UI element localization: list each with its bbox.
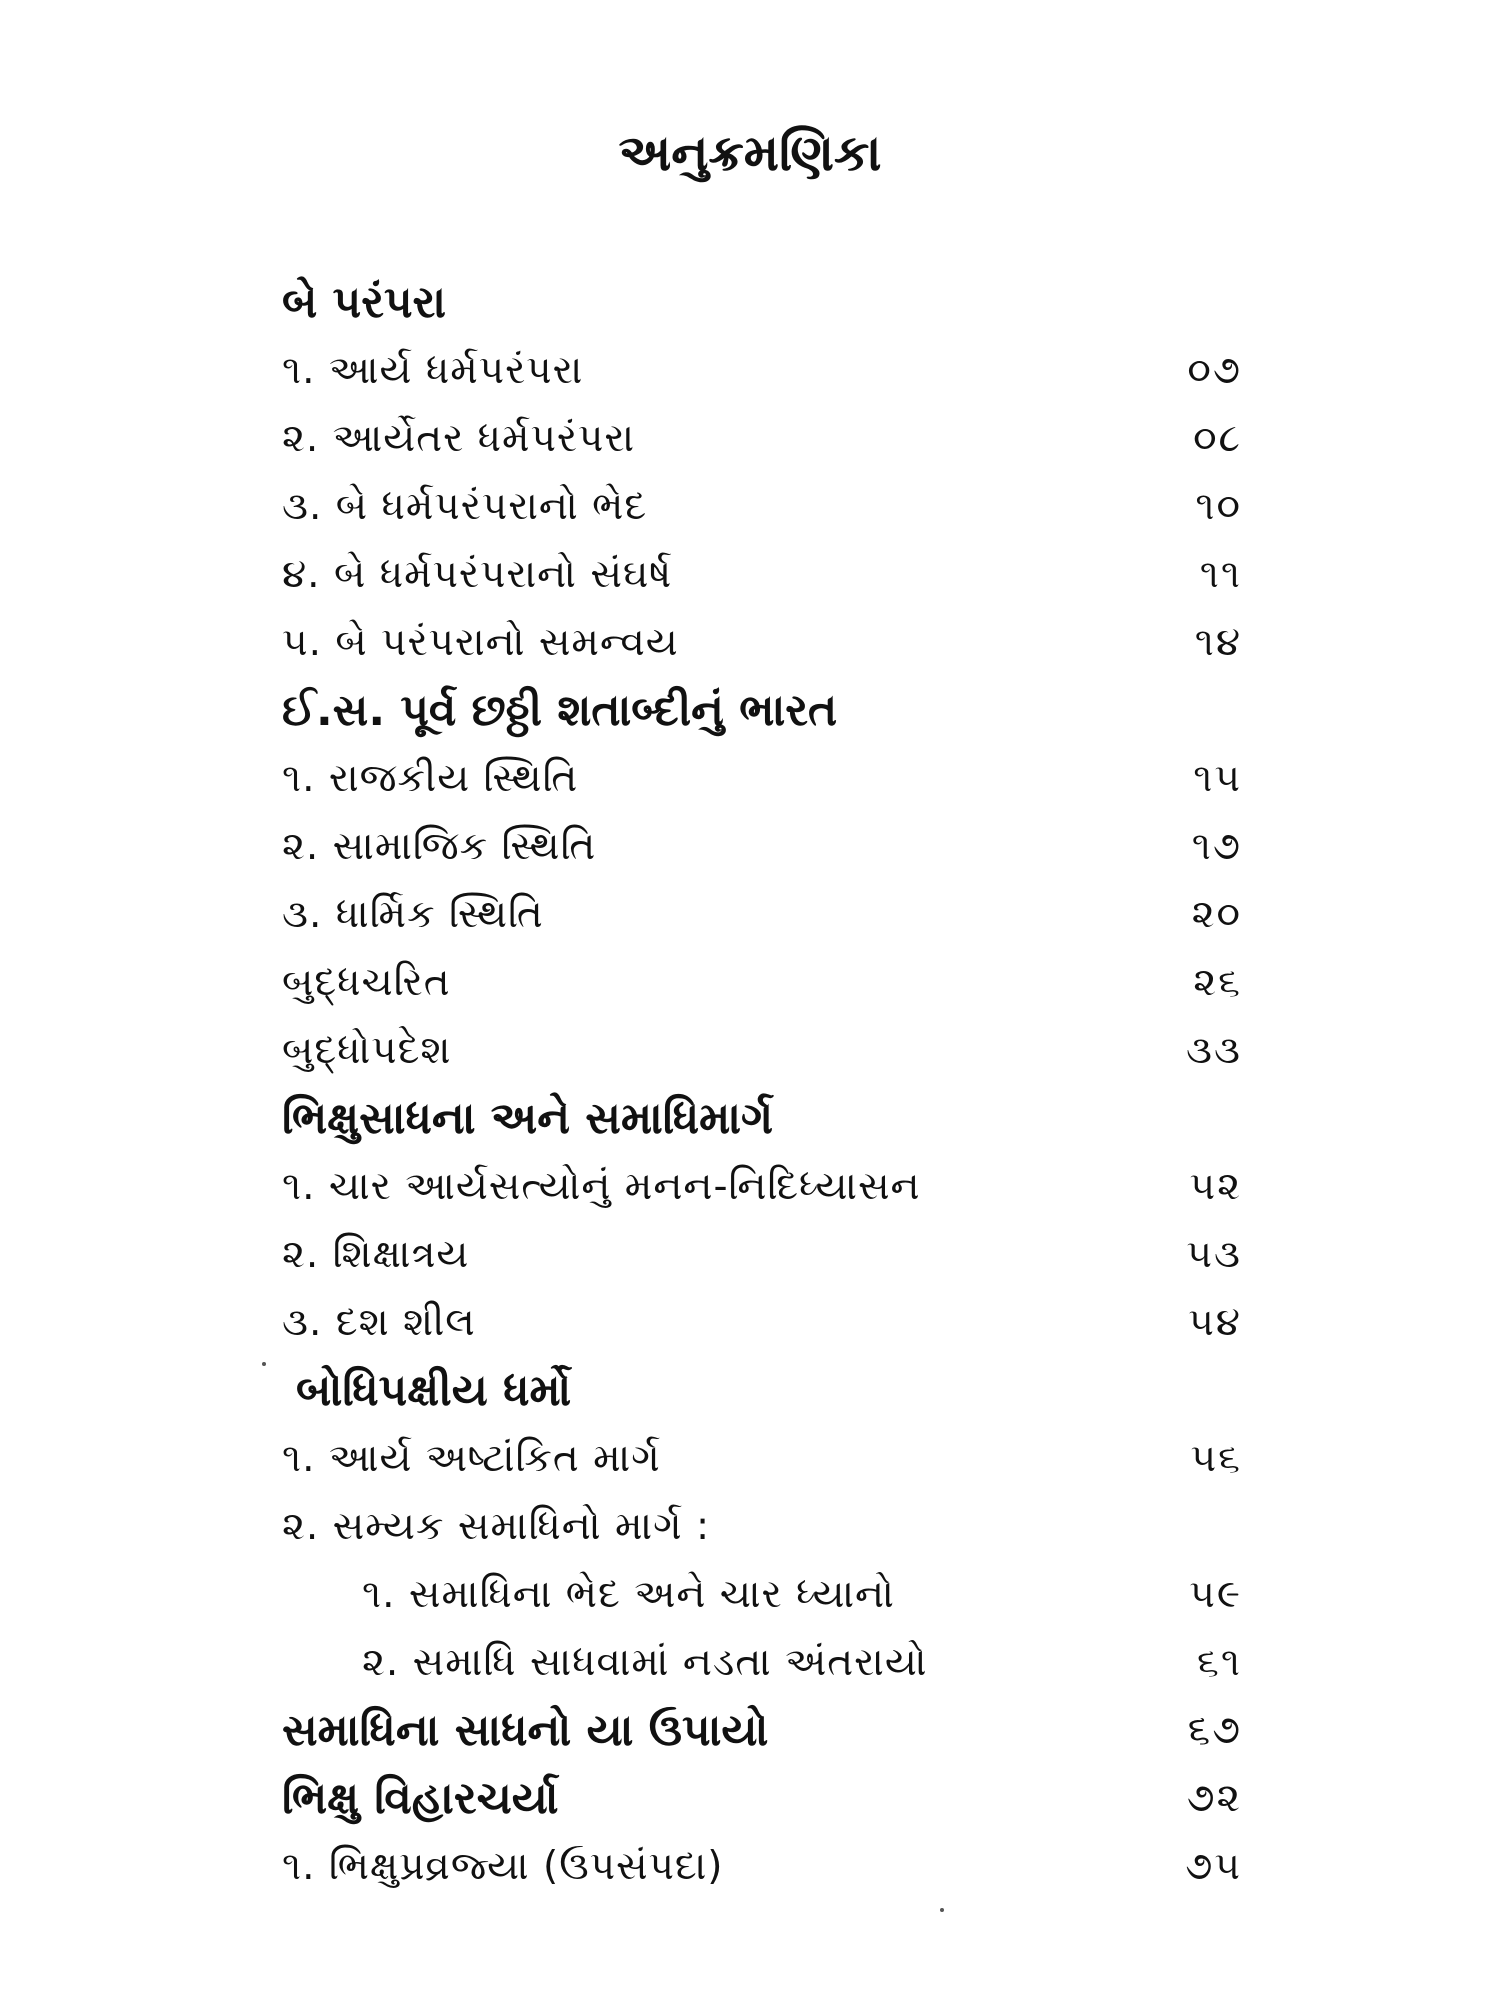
toc-page-number: ૨૦ <box>1191 891 1242 937</box>
toc-entry-label: ૧. ભિક્ષુપ્રવ્રજ્યા (ઉપસંપદા) <box>282 1843 724 1889</box>
toc-entry-label: ૨. સમ્યક સમાધિનો માર્ગ : <box>282 1503 711 1549</box>
toc-entry-label: ૫. બે પરંપરાનો સમન્વય <box>282 619 679 665</box>
toc-entry-label: ૩. દશ શીલ <box>282 1299 476 1345</box>
toc-entry <box>282 744 1242 812</box>
toc-page-number: ૫૬ <box>1190 1435 1242 1481</box>
toc-subentry <box>282 1628 1242 1696</box>
toc-entry-label: ૨. આર્યેતર ધર્મપરંપરા <box>282 415 636 461</box>
toc-heading-label: સમાધિના સાધનો યા ઉપાયો <box>282 1704 769 1756</box>
toc-heading-label: ઈ.સ. પૂર્વ છઠ્ઠી શતાબ્દીનું ભારત <box>282 684 838 736</box>
toc-entry-label: ૩. ધાર્મિક સ્થિતિ <box>282 891 544 937</box>
toc-page-number: ૫૨ <box>1189 1163 1242 1209</box>
toc-entry <box>282 540 1242 608</box>
toc-subentry-label: ૧. સમાધિના ભેદ અને ચાર ધ્યાનો <box>362 1571 895 1617</box>
toc-entry <box>282 472 1242 540</box>
toc-heading-label: ભિક્ષુ વિહારચર્યા <box>282 1772 559 1824</box>
toc-page-number: ૧૦ <box>1195 483 1242 529</box>
toc-heading-label: બે પરંપરા <box>282 276 447 328</box>
toc-page-number: ૦૮ <box>1193 415 1242 461</box>
toc-entry <box>282 1288 1242 1356</box>
toc-page-number: ૧૫ <box>1193 755 1242 801</box>
toc-heading <box>282 1696 1242 1764</box>
toc-heading <box>282 676 1242 744</box>
toc-page-number: ૧૪ <box>1194 619 1242 665</box>
toc-entry-label: ૧. ચાર આર્યસત્યોનું મનન-નિદિધ્યાસન <box>282 1163 921 1209</box>
toc-heading <box>282 1764 1242 1832</box>
toc-entry-label: બુદ્ધચરિત <box>282 959 451 1005</box>
toc-entry <box>282 1152 1242 1220</box>
toc-page-number: ૨૬ <box>1193 959 1242 1005</box>
toc-entry <box>282 608 1242 676</box>
toc-subentry-label: ૨. સમાધિ સાધવામાં નડતા અંતરાયો <box>362 1639 928 1685</box>
toc-entry-label: ૪. બે ધર્મપરંપરાનો સંઘર્ષ <box>282 551 673 597</box>
toc-subentry <box>282 1560 1242 1628</box>
toc-page-number: ૧૧ <box>1199 551 1242 597</box>
toc-page-number: ૧૭ <box>1191 823 1242 869</box>
toc-page-number: ૩૩ <box>1186 1027 1242 1073</box>
toc-entry-label: ૩. બે ધર્મપરંપરાનો ભેદ <box>282 483 648 529</box>
toc-page-number: ૬૭ <box>1187 1707 1242 1753</box>
toc-entry-label: ૨. સામાજિક સ્થિતિ <box>282 823 597 869</box>
toc-page-number: ૦૭ <box>1187 347 1242 393</box>
toc-page-number: ૫૩ <box>1186 1231 1242 1277</box>
toc-entry <box>282 1220 1242 1288</box>
toc-page-number: ૬૧ <box>1197 1639 1242 1685</box>
toc-entry <box>282 336 1242 404</box>
toc-entry-label: બુદ્ધોપદેશ <box>282 1027 452 1073</box>
toc-heading <box>282 1084 1242 1152</box>
toc-page-number: ૫૯ <box>1189 1571 1242 1617</box>
toc-entry-label: ૨. શિક્ષાત્રય <box>282 1231 470 1277</box>
print-speck <box>262 1362 266 1366</box>
page-title: અનુક્રમણિકા <box>618 124 882 182</box>
toc-entry <box>282 1016 1242 1084</box>
toc-entry <box>282 1424 1242 1492</box>
toc-heading <box>282 268 1242 336</box>
toc-entry-label: ૧. રાજકીય સ્થિતિ <box>282 755 579 801</box>
toc-entry <box>282 1492 1242 1560</box>
toc-page-number: ૭૨ <box>1186 1775 1242 1821</box>
toc-entry-label: ૧. આર્ય અષ્ટાંકિત માર્ગ <box>282 1435 661 1481</box>
toc-entry-label: ૧. આર્ય ધર્મપરંપરા <box>282 347 584 393</box>
toc-entry <box>282 1832 1242 1900</box>
table-of-contents <box>282 268 1242 1900</box>
print-speck <box>940 1908 944 1912</box>
toc-heading-label: બોધિપક્ષીય ધર્મો <box>296 1364 572 1416</box>
toc-entry <box>282 880 1242 948</box>
toc-entry <box>282 948 1242 1016</box>
toc-page-number: ૭૫ <box>1185 1843 1242 1889</box>
toc-entry <box>282 812 1242 880</box>
toc-page-number: ૫૪ <box>1188 1299 1242 1345</box>
toc-heading-label: ભિક્ષુસાધના અને સમાધિમાર્ગ <box>282 1092 774 1144</box>
toc-entry <box>282 404 1242 472</box>
toc-heading <box>282 1356 1242 1424</box>
